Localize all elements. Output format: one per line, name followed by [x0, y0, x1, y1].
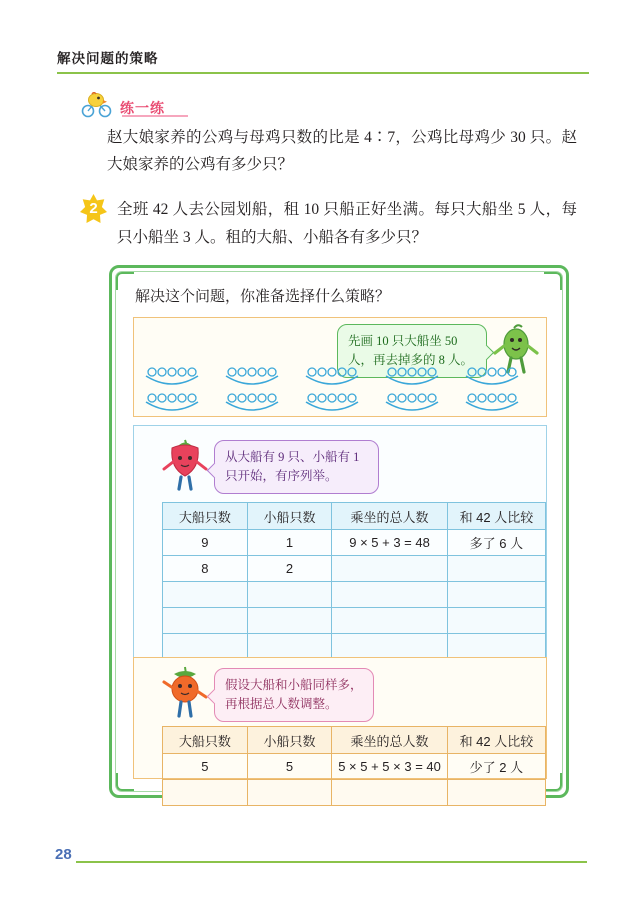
table-cell-empty[interactable]	[163, 582, 248, 608]
table-row	[163, 582, 546, 608]
table-cell-empty[interactable]	[447, 582, 545, 608]
table-row	[163, 530, 546, 556]
panel-assumption	[133, 657, 547, 779]
bubble-enumeration-strategy: 从大船有 9 只、小船有 1 只开始，有序列举。	[214, 440, 379, 494]
table-cell-empty[interactable]	[247, 780, 332, 806]
practice-banner	[80, 92, 165, 123]
table-cell: 8	[163, 556, 248, 582]
table-cell: 9 × 5 + 3 = 48	[332, 530, 448, 556]
table-header-row	[163, 727, 546, 754]
corner-decoration	[116, 773, 134, 791]
question-1-text: 赵大娘家养的公鸡与母鸡只数的比是 4∶7，公鸡比母鸡少 30 只。赵大娘家养的公鸡有多少只？	[107, 129, 577, 173]
chick-bicycle-icon	[80, 92, 114, 123]
practice-label: 练一练	[120, 99, 165, 116]
table-cell-empty[interactable]	[163, 634, 248, 660]
assumption-table	[162, 726, 546, 806]
page-title: 解决问题的策略	[57, 51, 159, 66]
header-divider	[57, 72, 589, 74]
column-header: 乘坐的总人数	[332, 503, 448, 530]
table-cell-empty[interactable]	[247, 608, 332, 634]
bubble-tail	[207, 689, 223, 705]
table-header-row	[163, 503, 546, 530]
table-cell-empty[interactable]	[447, 634, 545, 660]
column-header: 乘坐的总人数	[332, 727, 448, 754]
table-row	[163, 754, 546, 780]
column-header: 和 42 人比较	[447, 503, 545, 530]
bubble-draw-strategy: 先画 10 只大船坐 50 人，再去掉多的 8 人。	[337, 324, 487, 378]
bubble-tail	[207, 463, 223, 479]
column-header: 大船只数	[163, 503, 248, 530]
table-cell-empty[interactable]	[247, 582, 332, 608]
column-header: 小船只数	[247, 727, 332, 754]
table-cell-empty[interactable]	[447, 556, 545, 582]
tomato-boy-icon	[162, 664, 208, 725]
table-row	[163, 780, 546, 806]
table-cell-empty[interactable]	[332, 608, 448, 634]
table-cell-empty[interactable]	[247, 634, 332, 660]
table-cell: 多了 6 人	[447, 530, 545, 556]
panel-draw-boats	[133, 317, 547, 417]
column-header: 大船只数	[163, 727, 248, 754]
page-number: 28	[55, 846, 72, 863]
strategy-workbox	[109, 265, 569, 798]
strategy-prompt: 解决这个问题，你准备选择什么策略？	[135, 289, 391, 305]
table-cell: 少了 2 人	[447, 754, 545, 780]
strawberry-girl-icon	[162, 436, 208, 497]
table-row	[163, 608, 546, 634]
footer-divider	[76, 861, 587, 863]
table-cell: 1	[247, 530, 332, 556]
bubble-assumption-strategy: 假设大船和小船同样多，再根据总人数调整。	[214, 668, 374, 722]
table-cell: 9	[163, 530, 248, 556]
page-header	[57, 47, 587, 74]
table-cell-empty[interactable]	[332, 780, 448, 806]
table-cell-empty[interactable]	[332, 582, 448, 608]
table-cell-empty[interactable]	[163, 780, 248, 806]
table-cell: 5	[247, 754, 332, 780]
question-2-text: 全班 42 人去公园划船，租 10 只船正好坐满。每只大船坐 5 人，每只小船坐 3 人。租的大船、小船各有多少只？	[117, 201, 577, 246]
column-header: 小船只数	[247, 503, 332, 530]
corner-decoration	[544, 272, 562, 290]
table-cell-empty[interactable]	[163, 608, 248, 634]
question-2-badge	[80, 194, 107, 223]
column-header: 和 42 人比较	[447, 727, 545, 754]
corner-decoration	[116, 272, 134, 290]
table-cell: 5 × 5 + 5 × 3 = 40	[332, 754, 448, 780]
practice-underline	[122, 115, 188, 117]
table-cell: 5	[163, 754, 248, 780]
table-cell-empty[interactable]	[332, 634, 448, 660]
table-cell-empty[interactable]	[447, 608, 545, 634]
table-row	[163, 634, 546, 660]
table-cell-empty[interactable]	[447, 780, 545, 806]
table-cell: 2	[247, 556, 332, 582]
table-row	[163, 556, 546, 582]
boats-diagram	[142, 366, 542, 418]
question-2-number: 2	[89, 200, 98, 217]
table-cell-empty[interactable]	[332, 556, 448, 582]
